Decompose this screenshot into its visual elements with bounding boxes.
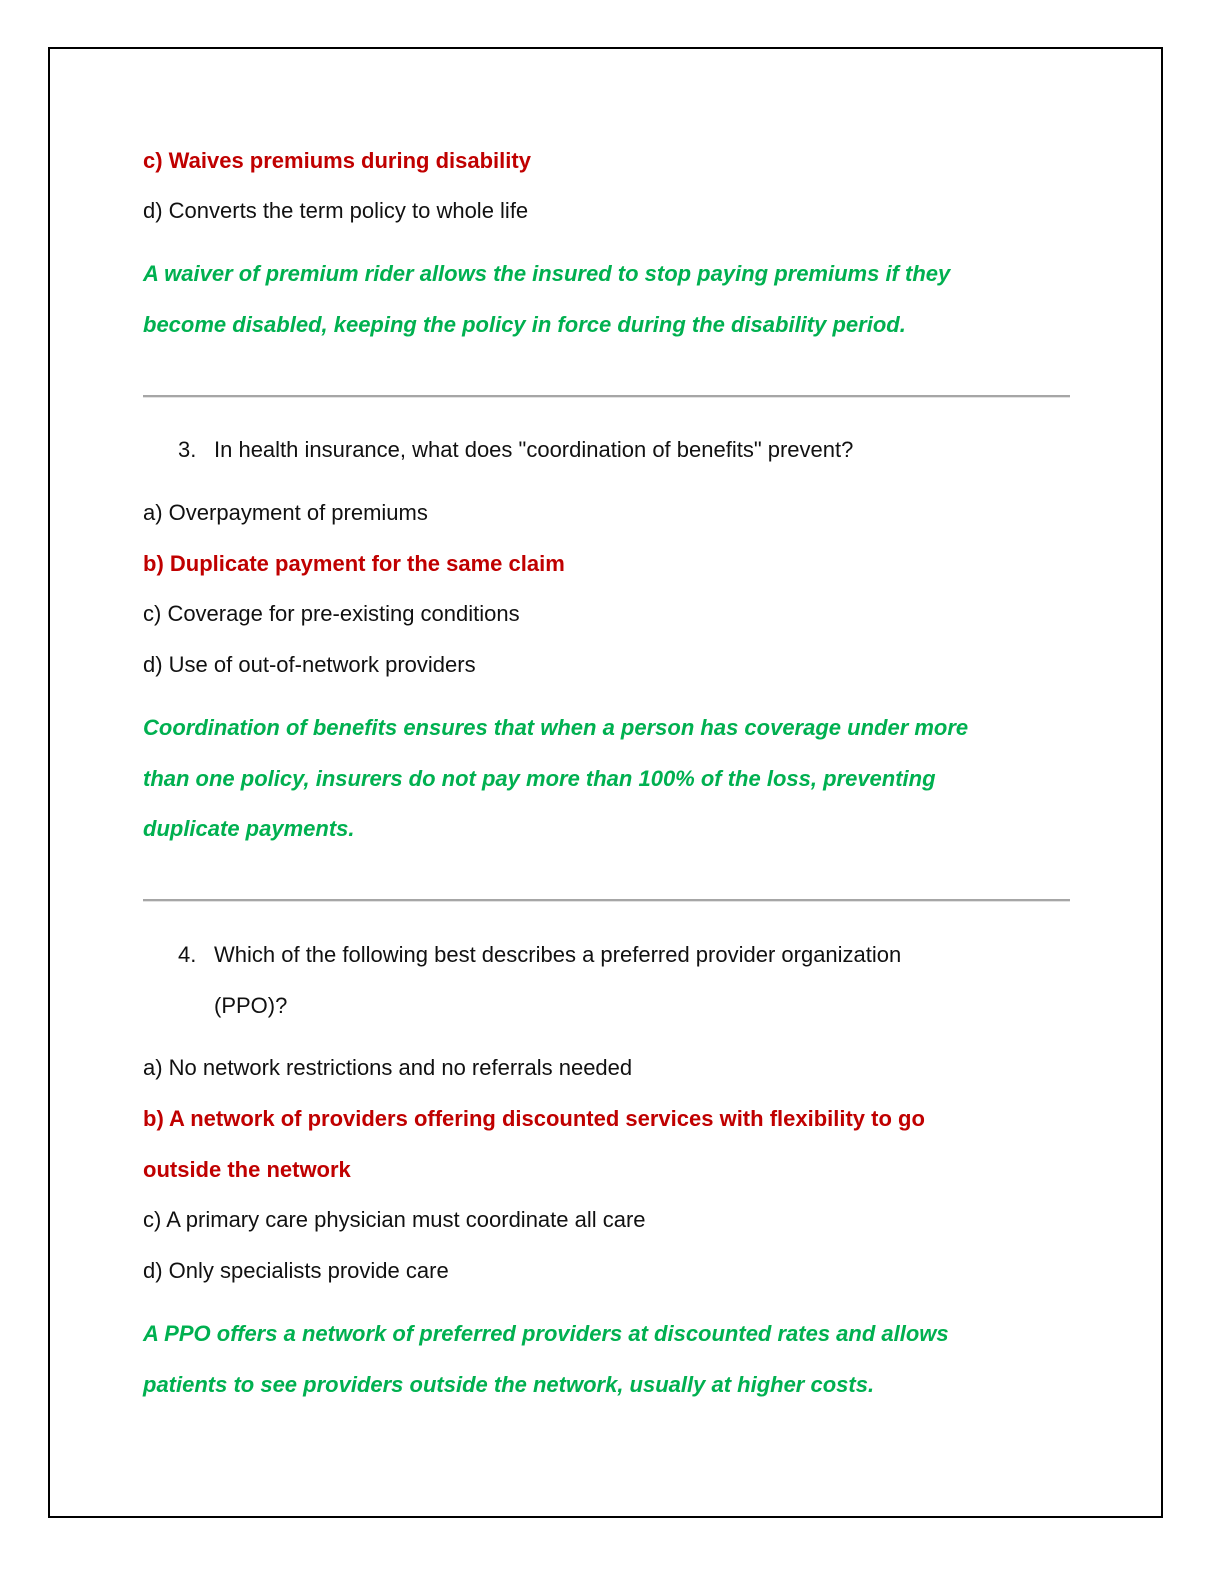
q4-number: 4. [178,942,197,967]
q3-number: 3. [178,437,197,462]
q3-option-b-correct: b) Duplicate payment for the same claim [143,551,565,576]
q4-question [178,940,901,970]
q2-option-d: d) Converts the term policy to whole life [143,198,529,223]
q4-option-c: c) A primary care physician must coordinate all care [143,1207,646,1232]
q2-explanation-line-2: become disabled, keeping the policy in force during the disability period. [143,312,906,337]
q3-text: In health insurance, what does "coordination of benefits" prevent? [214,437,854,462]
q3-question [178,435,853,465]
q4-option-b-correct-line-2: outside the network [143,1157,351,1182]
q4-option-a: a) No network restrictions and no referrals needed [143,1055,633,1080]
section-divider [143,395,1070,398]
q3-explanation-line-1: Coordination of benefits ensures that when a person has coverage under more [143,715,969,740]
q4-explanation-line-2: patients to see providers outside the network, usually at higher costs. [143,1372,875,1397]
q4-option-d: d) Only specialists provide care [143,1258,449,1283]
q3-option-d: d) Use of out-of-network providers [143,652,476,677]
q3-explanation-line-2: than one policy, insurers do not pay more than 100% of the loss, preventing [143,766,936,791]
q4-text-line-2: (PPO)? [214,993,288,1018]
q2-explanation-line-1: A waiver of premium rider allows the insured to stop paying premiums if they [143,261,951,286]
q3-explanation-line-3: duplicate payments. [143,816,355,841]
q3-option-c: c) Coverage for pre-existing conditions [143,601,520,626]
q4-explanation-line-1: A PPO offers a network of preferred providers at discounted rates and allows [143,1321,949,1346]
section-divider [143,899,1070,902]
q2-option-c-correct: c) Waives premiums during disability [143,148,531,173]
q4-option-b-correct-line-1: b) A network of providers offering discounted services with flexibility to go [143,1106,925,1131]
q4-text-line-1: Which of the following best describes a preferred provider organization [214,942,902,967]
q3-option-a: a) Overpayment of premiums [143,500,428,525]
